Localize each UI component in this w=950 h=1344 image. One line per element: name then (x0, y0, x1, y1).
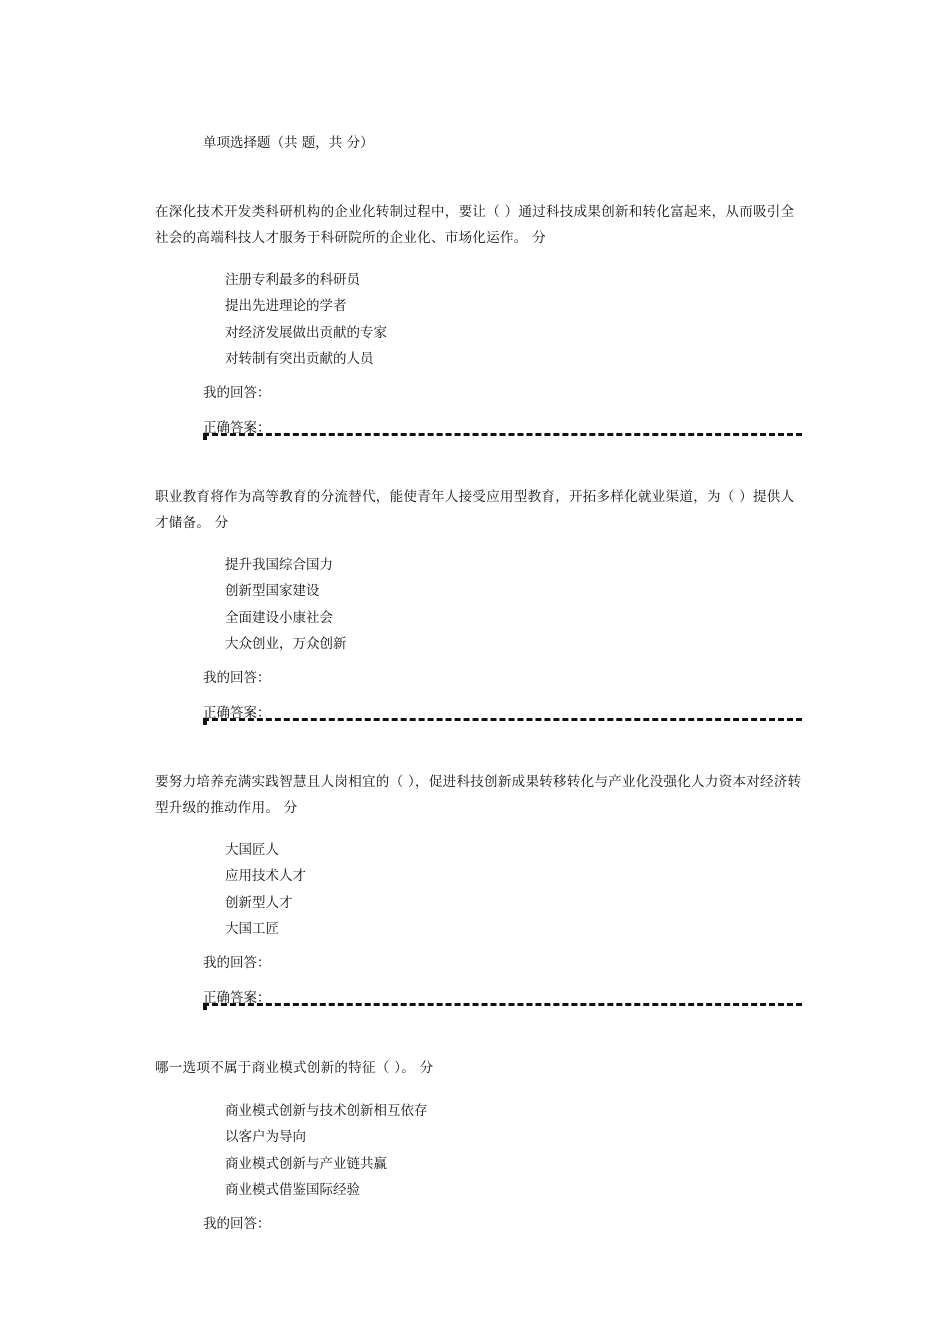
section-title: 单项选择题（共 题，共 分） (203, 135, 374, 151)
question-text: 要努力培养充满实践智慧且人岗相宜的（ ），促进科技创新成果转移转化与产业化没强化人力资本对经济转型升级的推动作用。 分 (155, 774, 802, 816)
dashed-divider (203, 1003, 802, 1006)
option-item: 商业模式借鉴国际经验 (225, 1182, 360, 1198)
my-answer-label: 我的回答： (203, 385, 271, 401)
dashed-divider (203, 433, 802, 436)
option-item: 创新型国家建设 (225, 583, 320, 599)
question-text: 职业教育将作为高等教育的分流替代，能使青年人接受应用型教育，开拓多样化就业渠道，为（ ）提供人才储备。 分 (155, 489, 795, 531)
option-item: 商业模式创新与技术创新相互依存 (225, 1103, 428, 1119)
option-item: 对转制有突出贡献的人员 (225, 351, 374, 367)
option-item: 创新型人才 (225, 895, 293, 911)
option-item: 提升我国综合国力 (225, 557, 333, 573)
my-answer-label: 我的回答： (203, 955, 271, 971)
divider-dot (203, 1006, 207, 1010)
correct-answer-label: 正确答案： (203, 705, 271, 721)
option-item: 注册专利最多的科研员 (225, 272, 360, 288)
option-item: 以客户为导向 (225, 1129, 306, 1145)
option-item: 商业模式创新与产业链共赢 (225, 1156, 387, 1172)
option-item: 全面建设小康社会 (225, 610, 333, 626)
my-answer-label: 我的回答： (203, 670, 271, 686)
dashed-divider (203, 718, 802, 721)
correct-answer-label: 正确答案： (203, 990, 271, 1006)
correct-answer-label: 正确答案： (203, 420, 271, 436)
question-text: 哪一选项不属于商业模式创新的特征（ ）。 分 (155, 1060, 434, 1076)
question-text: 在深化技术开发类科研机构的企业化转制过程中，要让（ ）通过科技成果创新和转化富起来，从而吸引全社会的高端科技人才服务于科研院所的企业化、市场化运作。 分 (155, 204, 795, 246)
divider-dot (203, 721, 207, 725)
option-item: 大国工匠 (225, 921, 279, 937)
option-item: 大众创业，万众创新 (225, 636, 347, 652)
option-item: 对经济发展做出贡献的专家 (225, 325, 387, 341)
option-item: 大国匠人 (225, 842, 279, 858)
option-item: 提出先进理论的学者 (225, 298, 347, 314)
my-answer-label: 我的回答： (203, 1216, 271, 1232)
divider-dot (203, 436, 207, 440)
option-item: 应用技术人才 (225, 868, 306, 884)
